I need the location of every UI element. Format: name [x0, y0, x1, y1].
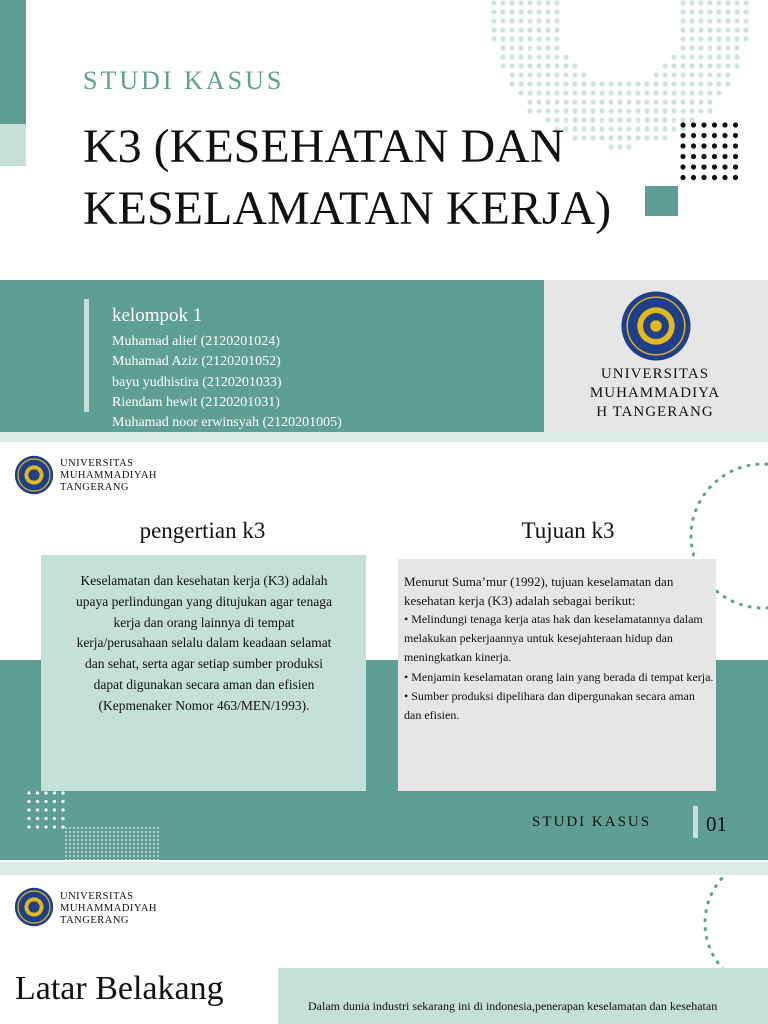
- member-list: [112, 332, 342, 432]
- slide-title: K3 (KESEHATAN DAN KESELAMATAN KERJA): [83, 120, 612, 235]
- goals-lead: Menurut Suma’mur (1992), tujuan keselamatan dan kesehatan kerja (K3) adalah sebagai berikut:: [404, 574, 674, 608]
- teal-square-decoration: [645, 186, 678, 216]
- member-item: Muhamad noor erwinsyah (2120201005): [112, 415, 342, 431]
- definition-slide: [0, 442, 768, 862]
- member-item: Muhamad alief (2120201024): [112, 334, 280, 349]
- slide-kicker: STUDI KASUS: [83, 66, 285, 95]
- black-dot-grid-decoration: [678, 120, 740, 182]
- goals-point: • Menjamin keselamatan orang lain yang berada di tempat kerja.: [404, 669, 714, 684]
- white-dot-pattern-decoration: [64, 826, 160, 862]
- university-name: UNIVERSITAS MUHAMMADIYAH TANGERANG: [60, 891, 158, 926]
- goals-point: • Sumber produksi dipelihara dan dipergunakan secara aman dan efisien.: [404, 688, 695, 723]
- university-name: UNIVERSITAS MUHAMMADIYAH TANGERANG: [60, 458, 158, 493]
- university-logo: [14, 887, 54, 927]
- title-slide: [0, 0, 768, 432]
- group-name: kelompok 1: [112, 305, 203, 326]
- white-dot-grid-decoration: [26, 790, 68, 832]
- background-slide: [0, 875, 768, 1024]
- goals-point: • Melindungi tenaga kerja atas hak dan keselamatannya dalam melakukan pekerjaannya untuk kesejahteraan hidup dan meningkatkan kinerja.: [404, 612, 703, 665]
- university-logo: [14, 455, 54, 495]
- member-item: bayu yudhistira (2120201033): [112, 374, 282, 390]
- member-item: Muhamad Aziz (2120201052): [112, 354, 281, 370]
- university-logo: [620, 290, 692, 362]
- footer-accent-bar: [693, 806, 698, 838]
- definition-heading: pengertian k3: [139, 518, 266, 543]
- left-accent-bar-light: [0, 124, 26, 166]
- slide-title: Latar Belakang: [15, 970, 224, 1007]
- background-text-box: [278, 968, 768, 1024]
- left-accent-bar: [0, 0, 26, 124]
- background-text: Dalam dunia industri sekarang ini di indonesia,penerapan keselamatan dan kesehatan: [308, 999, 718, 1013]
- definition-text: Keselamatan dan kesehatan kerja (K3) adalah upaya perlindungan yang ditujukan agar tenaga kerja dan orang lainnya di tempat kerja/perusahaan selalu dalam keadaan selamat dan sehat, serta agar setiap sumber produksi dapat digunakan secara aman dan efisien (Kepmenaker Nomor 463/MEN/1993).: [75, 573, 333, 713]
- member-item: Riendam hewit (2120201031): [112, 394, 280, 410]
- goals-text: [404, 572, 714, 725]
- goals-heading: Tujuan k3: [521, 518, 615, 543]
- page-number: 01: [706, 812, 727, 836]
- university-name: UNIVERSITAS MUHAMMADIYA H TANGERANG: [589, 366, 721, 420]
- group-accent-bar: [84, 299, 89, 412]
- footer-label: STUDI KASUS: [532, 814, 652, 830]
